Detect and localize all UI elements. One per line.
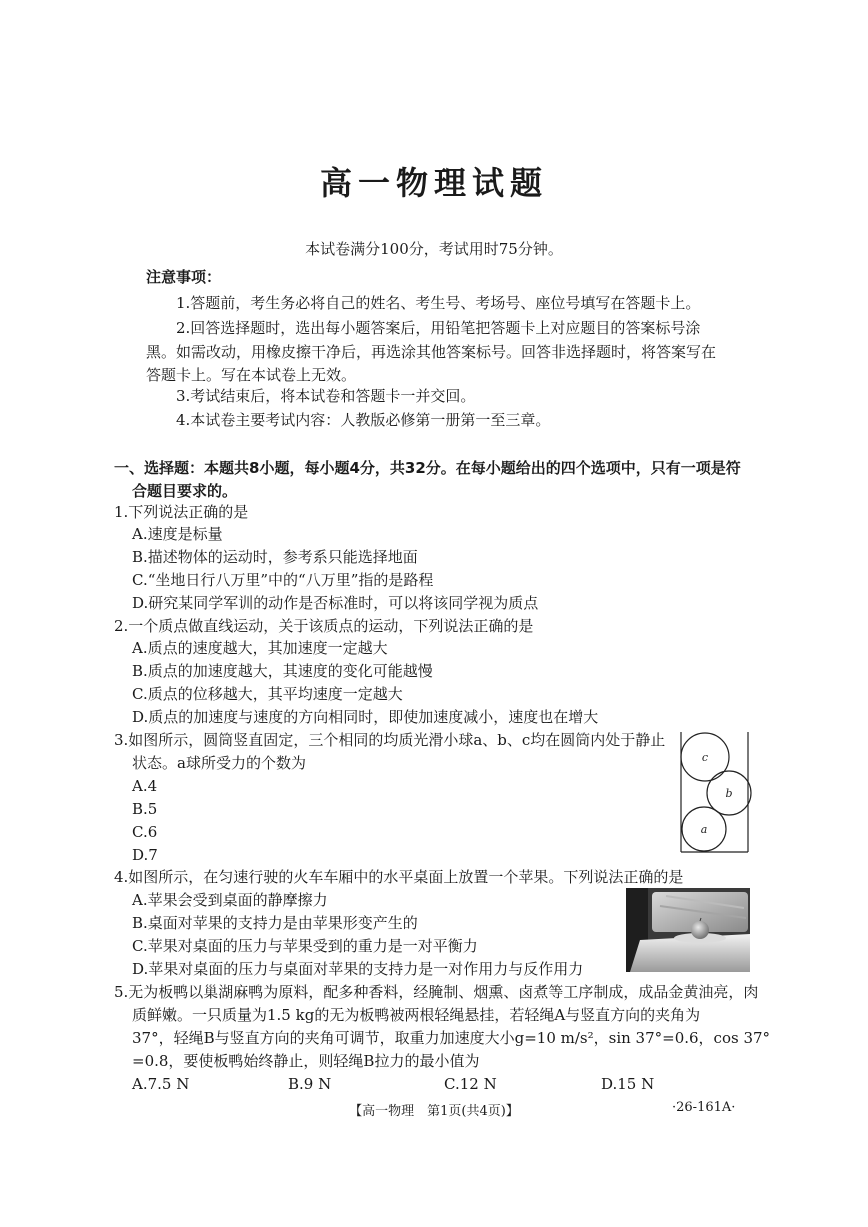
question-1-option-c: C.“坐地日行八万里”中的“八万里”指的是路程 xyxy=(132,571,434,589)
question-1-option-d: D.研究某同学军训的动作是否标准时，可以将该同学视为质点 xyxy=(132,594,539,612)
question-2-option-b: B.质点的加速度越大，其速度的变化可能越慢 xyxy=(132,662,433,680)
apple xyxy=(691,921,709,939)
question-3-option-d: D.7 xyxy=(132,846,158,864)
notice-line: 1.答题前，考生务必将自己的姓名、考生号、考场号、座位号填写在答题卡上。 xyxy=(176,294,701,312)
question-3-option-a: A.4 xyxy=(132,777,158,795)
page-title: 高一物理试题 xyxy=(319,164,548,202)
question-4-option-c: C.苹果对桌面的压力与苹果受到的重力是一对平衡力 xyxy=(132,937,478,955)
section-heading-cont: 合题目要求的。 xyxy=(132,482,238,500)
question-1-option-b: B.描述物体的运动时，参考系只能选择地面 xyxy=(132,548,418,566)
page-footer: 【高一物理 第1页(共4页)】 xyxy=(349,1104,519,1119)
ball-a-label: a xyxy=(700,823,708,836)
question-5-option-a: A.7.5 N xyxy=(132,1075,190,1093)
question-5-line: 5.无为板鸭以巢湖麻鸭为原料，配多种香料，经腌制、烟熏、卤煮等工序制成，成品金黄油亮，肉 xyxy=(114,983,759,1001)
question-2-option-a: A.质点的速度越大，其加速度一定越大 xyxy=(132,639,388,657)
question-5-line: 质鲜嫩。一只质量为1.5 kg的无为板鸭被两根轻绳悬挂，若轻绳A与竖直方向的夹角为 xyxy=(132,1006,701,1024)
question-3-stem: 3.如图所示，圆筒竖直固定，三个相同的均质光滑小球a、b、c均在圆筒内处于静止 xyxy=(114,731,666,749)
question-2-stem: 2.一个质点做直线运动，关于该质点的运动，下列说法正确的是 xyxy=(114,617,534,635)
section-heading: 一、选择题：本题共8小题，每小题4分，共32分。在每小题给出的四个选项中，只有一项是符 xyxy=(114,459,741,477)
question-4-option-d: D.苹果对桌面的压力与桌面对苹果的支持力是一对作用力与反作用力 xyxy=(132,960,584,978)
footer-code: ·26-161A· xyxy=(672,1100,736,1115)
question-3-option-c: C.6 xyxy=(132,823,158,841)
question-3-option-b: B.5 xyxy=(132,800,158,818)
question-5-line: 37°，轻绳B与竖直方向的夹角可调节，取重力加速度大小g=10 m/s²，sin 37°=0.6，cos 37° xyxy=(132,1029,771,1047)
diagram-frame xyxy=(676,728,756,856)
question-1-stem: 1.下列说法正确的是 xyxy=(114,503,249,521)
notice-line: 2.回答选择题时，选出每小题答案后，用铅笔把答题卡上对应题目的答案标号涂 xyxy=(176,319,701,337)
question-5-line: =0.8，要使板鸭始终静止，则轻绳B拉力的最小值为 xyxy=(132,1052,480,1070)
notice-line: 黑。如需改动，用橡皮擦干净后，再选涂其他答案标号。回答非选择题时，将答案写在 xyxy=(146,343,717,361)
ball-c-label: c xyxy=(701,751,709,764)
question-4-option-a: A.苹果会受到桌面的静摩擦力 xyxy=(132,891,328,909)
question-5-option-b: B.9 N xyxy=(288,1075,332,1093)
train-apple-photo xyxy=(626,888,750,972)
question-4-stem: 4.如图所示，在匀速行驶的火车车厢中的水平桌面上放置一个苹果。下列说法正确的是 xyxy=(114,868,684,886)
question-4-option-b: B.桌面对苹果的支持力是由苹果形变产生的 xyxy=(132,914,418,932)
cylinder-balls-diagram xyxy=(676,728,756,856)
question-5-option-d: D.15 N xyxy=(601,1075,655,1093)
question-3-stem-cont: 状态。a球所受力的个数为 xyxy=(132,754,306,772)
question-1-option-a: A.速度是标量 xyxy=(132,525,223,543)
notice-line: 答题卡上。写在本试卷上无效。 xyxy=(146,366,357,384)
question-5-option-c: C.12 N xyxy=(444,1075,497,1093)
notice-line: 4.本试卷主要考试内容：人教版必修第一册第一至三章。 xyxy=(176,411,551,429)
question-2-option-d: D.质点的加速度与速度的方向相同时，即使加速度减小，速度也在增大 xyxy=(132,708,599,726)
ball-b-label: b xyxy=(725,787,733,800)
notice-heading: 注意事项： xyxy=(146,268,222,286)
notice-line: 3.考试结束后，将本试卷和答题卡一并交回。 xyxy=(176,387,476,405)
question-2-option-c: C.质点的位移越大，其平均速度一定越大 xyxy=(132,685,403,703)
exam-intro: 本试卷满分100分，考试用时75分钟。 xyxy=(305,240,563,258)
